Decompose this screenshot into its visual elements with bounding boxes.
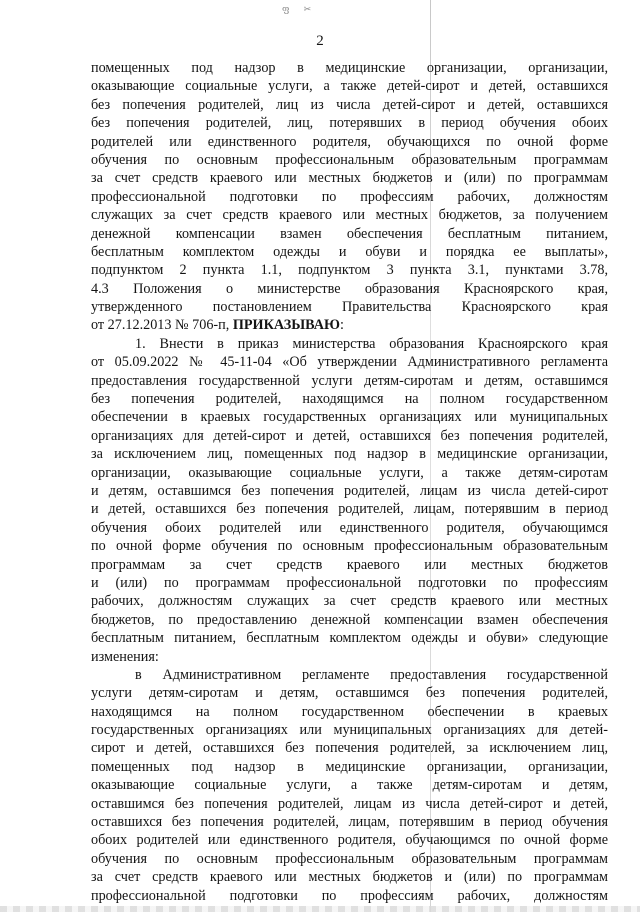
text-line: утвержденного постановлением Правительства Красноярского края [91, 299, 608, 316]
text-line: помещенных под надзор в медицинские организации, организации, [91, 758, 608, 775]
order-line-prefix: от 27.12.2013 № 706-п, [91, 317, 233, 334]
scan-marks: ფ ✂ [282, 4, 318, 14]
intro-paragraph [91, 59, 608, 316]
text-line: по очной форме обучения по основным профессиональным образовательным [91, 538, 608, 555]
text-line: сирот и детей, оставшихся без попечения родителей, за исключением лиц, [91, 740, 608, 757]
text-line: родителей или единственного родителя, обучающихся по очной форме [91, 133, 608, 150]
text-line: за исключением лиц, помещенных под надзор в медицинские организации, [91, 446, 608, 463]
text-line: рабочих, должностям служащих за счет средств краевого или местных [91, 593, 608, 610]
text-line: без попечения родителей, находящимся на полном государственном [91, 391, 608, 408]
item-1-paragraph [91, 335, 608, 666]
text-line: и детям, оставшимся без попечения родителей, лицам из числа детей-сирот [91, 482, 608, 499]
text-line: профессиональной подготовки по профессиям рабочих, должностям [91, 887, 608, 904]
text-line: предоставления государственной услуги детям-сиротам и детям, оставшимся [91, 372, 608, 389]
text-line: и (или) по программам профессиональной подготовки по профессиям [91, 574, 608, 591]
text-line: обучения по основным профессиональным образовательным программам [91, 151, 608, 168]
text-line: оставшихся без попечения родителей, лицам, потерявшим в период обучения [91, 814, 608, 831]
text-line: бесплатным питанием, бесплатным комплектом одежды и обуви» следующие [91, 630, 608, 647]
text-line: государственных организациях или муниципальных организациях для детей- [91, 722, 608, 739]
text-line: изменения: [91, 648, 159, 665]
text-line: обучения обоих родителей или единственного родителя, обучающимся [91, 519, 608, 536]
text-line: и детей, оставшихся без попечения родителей, лицам, потерявшим в период [91, 501, 608, 518]
text-line: от 05.09.2022 № 45-11-04 «Об утверждении Административного регламента [91, 354, 608, 371]
text-line: 1. Внести в приказ министерства образования Красноярского края [135, 335, 608, 352]
subitem-paragraph [91, 666, 608, 905]
text-line: оказывающие социальные услуги, а также детей-сирот и детей, оставшихся [91, 78, 608, 95]
document-body [91, 59, 608, 905]
text-line: без попечения родителей, лиц из числа детей-сирот и детей, оставшихся [91, 96, 608, 113]
text-line: обеспечении в краевых государственных организациях или муниципальных [91, 409, 608, 426]
text-line: денежной компенсации взамен обеспечения бесплатным питанием, [91, 225, 608, 242]
text-line: в Административном регламенте предоставления государственной [135, 666, 608, 683]
text-line: без попечения родителей, лиц, потерявших в период обучения обоих [91, 115, 608, 132]
order-word: ПРИКАЗЫВАЮ [232, 317, 340, 334]
text-line: находящимся на полном государственном обеспечении в краевых [91, 703, 608, 720]
text-line: обучения по основным профессиональным образовательным программам [91, 850, 608, 867]
text-line: профессиональной подготовки по профессиям рабочих, должностям [91, 188, 608, 205]
text-line: обоих родителей или единственного родителя, обучающимся по очной форме [91, 832, 608, 849]
text-line: служащих за счет средств краевого или местных бюджетов, за получением [91, 207, 608, 224]
text-line: бесплатным комплектом одежды и обуви и порядка ее выплаты», [91, 243, 608, 260]
text-line: организации, оказывающие социальные услуги, а также детям-сиротам [91, 464, 608, 481]
text-line: 4.3 Положения о министерстве образования Красноярского края, [91, 280, 608, 297]
order-line-suffix: : [339, 317, 344, 334]
text-line: программам за счет средств краевого или местных бюджетов [91, 556, 608, 573]
text-line: за счет средств краевого или местных бюджетов и (или) по программам [91, 869, 608, 886]
text-line: помещенных под надзор в медицинские организации, организации, [91, 60, 608, 76]
text-line: подпунктом 2 пункта 1.1, подпунктом 3 пункта 3.1, пунктами 3.78, [91, 262, 608, 279]
text-line: организациях для детей-сирот и детей, оставшихся без попечения родителей, [91, 427, 608, 444]
page-number: 2 [316, 33, 324, 49]
order-line [91, 316, 608, 334]
text-line: оказывающие социальные услуги, а также детям-сиротам и детям, [91, 777, 608, 794]
scan-bottom-edge [0, 906, 640, 912]
text-line: бюджетов, по предоставлению денежной компенсации взамен обеспечения [91, 611, 608, 628]
text-line: услуги детям-сиротам и детям, оставшимся без попечения родителей, [91, 685, 608, 702]
text-line: за счет средств краевого или местных бюджетов и (или) по программам [91, 170, 608, 187]
text-line: оставшимся без попечения родителей, лицам из числа детей-сирот и детей, [91, 795, 608, 812]
